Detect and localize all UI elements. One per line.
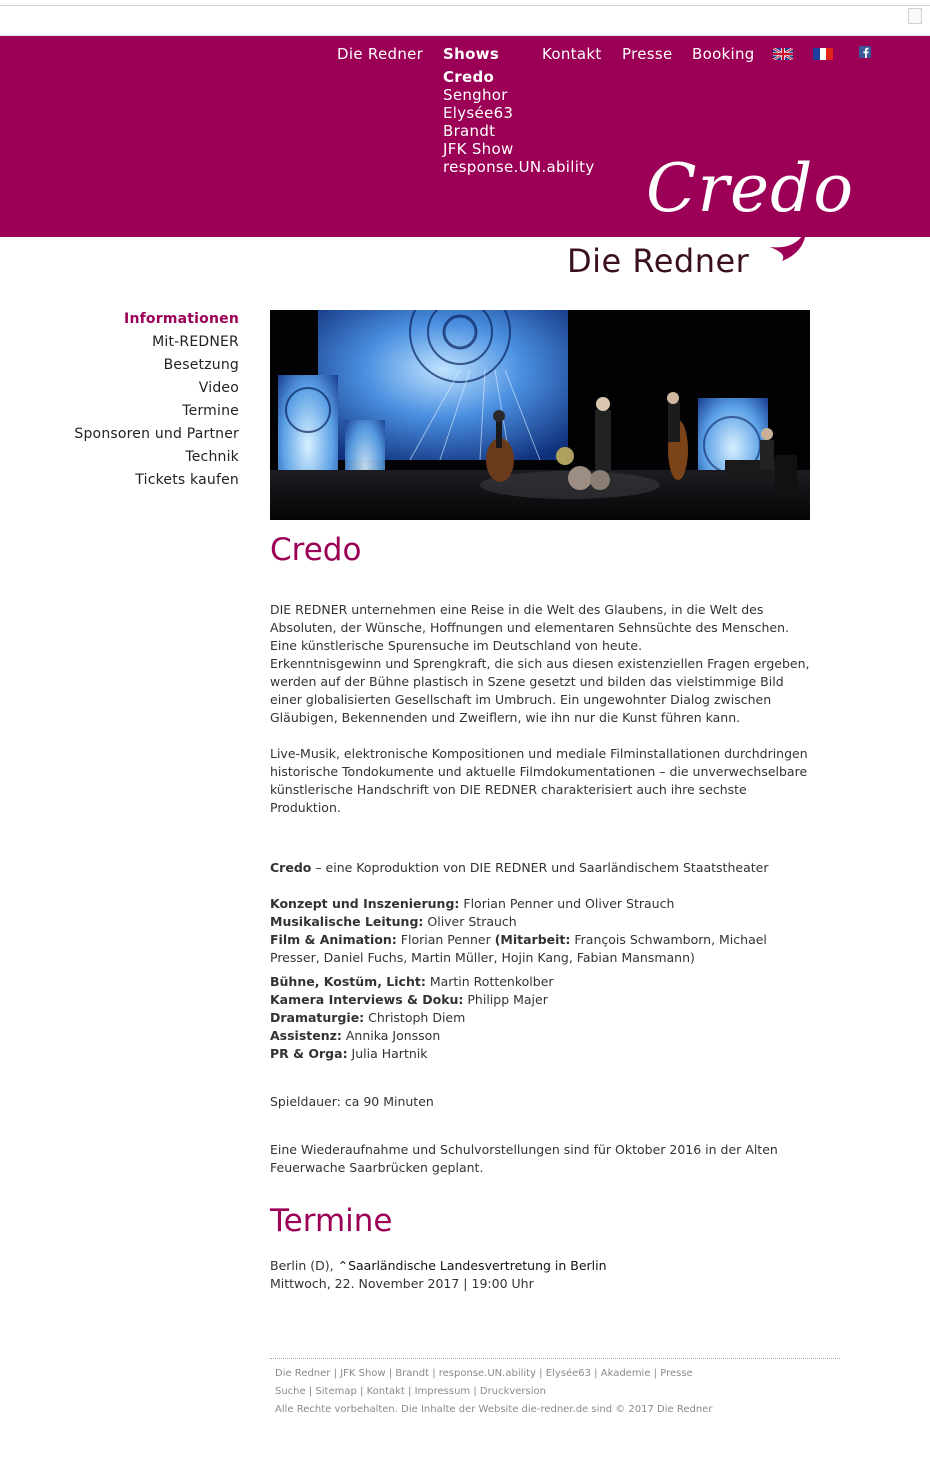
credit-role: Kamera Interviews & Doku: bbox=[270, 992, 464, 1007]
credit-names: Martin Rottenkolber bbox=[425, 974, 554, 989]
credit-names: Florian Penner bbox=[396, 932, 495, 947]
sidebar-item-mit-redner[interactable]: Mit-REDNER bbox=[152, 334, 239, 350]
footer-link[interactable]: Druckversion bbox=[479, 1386, 546, 1397]
sidebar-item-tickets[interactable]: Tickets kaufen bbox=[135, 472, 239, 488]
credit-pr bbox=[270, 1045, 815, 1063]
caret-up-icon: ⌃ bbox=[337, 1258, 349, 1273]
footer-link[interactable]: Sitemap bbox=[315, 1386, 357, 1397]
footer-links-row-1: Die Redner | JFK Show | Brandt | response.UN.ability | Elysée63 | Akademie | Presse bbox=[275, 1368, 693, 1379]
credit-camera bbox=[270, 991, 815, 1009]
footer-link[interactable]: Brandt bbox=[395, 1368, 430, 1379]
nav-shows[interactable]: Shows bbox=[443, 45, 500, 63]
footer-link[interactable]: Kontakt bbox=[366, 1386, 405, 1397]
shows-submenu bbox=[443, 68, 595, 176]
credit-music bbox=[270, 913, 815, 931]
nav-kontakt[interactable]: Kontakt bbox=[542, 45, 602, 63]
credit-role: Musikalische Leitung: bbox=[270, 914, 424, 929]
nav-presse[interactable]: Presse bbox=[622, 45, 673, 63]
event-location bbox=[270, 1257, 815, 1275]
credit-names: Oliver Strauch bbox=[423, 914, 517, 929]
footer-link[interactable]: response.UN.ability bbox=[438, 1368, 536, 1379]
credit-concept bbox=[270, 895, 815, 913]
footer-link[interactable]: Suche bbox=[275, 1386, 306, 1397]
main-content bbox=[270, 530, 815, 1293]
submenu-credo[interactable]: Credo bbox=[443, 68, 495, 86]
credit-role: Dramaturgie: bbox=[270, 1010, 365, 1025]
credit-names: Annika Jonsson bbox=[341, 1028, 441, 1043]
event-date: Mittwoch, 22. November 2017 | 19:00 Uhr bbox=[270, 1276, 534, 1291]
intro-paragraph-2: Erkenntnisgewinn und Sprengkraft, die sich aus diesen existenziellen Fragen ergeben, werden auf der Bühne plastisch in Szene gesetzt und bilden das vielstimmige Bild einer globalisierten Gesellschaft im Umbruch. Ein ungewohnter Dialog zwischen Gläubigen, Bekennenden und Zweiflern, wie ihn nur die Kunst führen kann. bbox=[270, 656, 810, 725]
submenu-elysee63[interactable]: Elysée63 bbox=[443, 104, 514, 122]
event-city: Berlin (D), bbox=[270, 1258, 338, 1273]
footer bbox=[270, 1358, 840, 1419]
credit-role: PR & Orga: bbox=[270, 1046, 348, 1061]
browser-top-strip bbox=[0, 0, 930, 36]
credit-role: Film & Animation: bbox=[270, 932, 397, 947]
footer-link[interactable]: Elysée63 bbox=[545, 1368, 591, 1379]
stage-photo bbox=[270, 310, 810, 520]
credit-names: Florian Penner und Oliver Strauch bbox=[459, 896, 675, 911]
footer-link[interactable]: Akademie bbox=[600, 1368, 651, 1379]
facebook-icon[interactable] bbox=[859, 46, 871, 58]
footer-copyright: Alle Rechte vorbehalten. Die Inhalte der Website die-redner.de sind © 2017 Die Redner bbox=[275, 1404, 713, 1415]
credit-assistance bbox=[270, 1027, 815, 1045]
logo-die-redner[interactable]: Die Redner bbox=[567, 242, 750, 280]
sidebar-item-technik[interactable]: Technik bbox=[185, 449, 239, 465]
termine-heading: Termine bbox=[270, 1203, 393, 1239]
footer-link[interactable]: Die Redner bbox=[275, 1368, 331, 1379]
submenu-response-un-ability[interactable]: response.UN.ability bbox=[443, 158, 595, 176]
revival-note: Eine Wiederaufnahme und Schulvorstellungen sind für Oktober 2016 in der Alten Feuerwache Saarbrücken geplant. bbox=[270, 1142, 778, 1175]
submenu-senghor[interactable]: Senghor bbox=[443, 86, 508, 104]
credit-names: Julia Hartnik bbox=[347, 1046, 428, 1061]
logo-speech-tail bbox=[760, 225, 820, 265]
coproduction-line bbox=[270, 859, 815, 877]
intro-paragraph-3: Live-Musik, elektronische Kompositionen und mediale Filminstallationen durchdringen historische Tondokumente und aktuelle Filmdokumentationen – die unverwechselbare künstlerische Handschrift von DIE REDNER charakterisiert auch ihre sechste Produktion. bbox=[270, 746, 808, 815]
credit-role: Bühne, Kostüm, Licht: bbox=[270, 974, 426, 989]
logo-credo-script: Credo bbox=[646, 150, 855, 227]
sidebar-item-sponsoren[interactable]: Sponsoren und Partner bbox=[74, 426, 239, 442]
sidebar-item-video[interactable]: Video bbox=[198, 380, 239, 396]
submenu-brandt[interactable]: Brandt bbox=[443, 122, 496, 140]
event-venue-link[interactable]: Saarländische Landesvertretung in Berlin bbox=[348, 1258, 607, 1273]
credit-extra-role: (Mitarbeit: bbox=[494, 932, 571, 947]
english-flag-icon[interactable] bbox=[773, 48, 793, 60]
footer-link[interactable]: JFK Show bbox=[340, 1368, 386, 1379]
credit-names: Christoph Diem bbox=[364, 1010, 466, 1025]
footer-links-row-2: Suche | Sitemap | Kontakt | Impressum | Druckversion bbox=[275, 1386, 546, 1397]
credit-role: Assistenz: bbox=[270, 1028, 342, 1043]
sidebar-nav bbox=[0, 308, 239, 492]
footer-link[interactable]: Presse bbox=[660, 1368, 693, 1379]
page-title: Credo bbox=[270, 532, 362, 568]
credit-role: Konzept und Inszenierung: bbox=[270, 896, 460, 911]
coproduction-title: Credo bbox=[270, 860, 312, 875]
duration-text: Spieldauer: ca 90 Minuten bbox=[270, 1094, 434, 1109]
sidebar-item-termine[interactable]: Termine bbox=[182, 403, 239, 419]
coproduction-text: – eine Koproduktion von DIE REDNER und Saarländischem Staatstheater bbox=[311, 860, 769, 875]
intro-paragraph-1: DIE REDNER unternehmen eine Reise in die Welt des Glaubens, in die Welt des Absoluten, der Wünsche, Hoffnungen und elementaren Sehnsüchte des Menschen. Eine künstlerische Spurensuche im Deutschland von heute. bbox=[270, 602, 789, 653]
submenu-jfk-show[interactable]: JFK Show bbox=[443, 140, 514, 158]
nav-booking[interactable]: Booking bbox=[692, 45, 755, 63]
footer-link[interactable]: Impressum bbox=[414, 1386, 471, 1397]
credit-film bbox=[270, 931, 815, 967]
french-flag-icon[interactable] bbox=[813, 48, 833, 60]
sidebar-item-informationen[interactable]: Informationen bbox=[124, 311, 239, 327]
credit-names: Philipp Majer bbox=[463, 992, 548, 1007]
credit-dramaturgy bbox=[270, 1009, 815, 1027]
credit-stage bbox=[270, 973, 815, 991]
sidebar-item-besetzung[interactable]: Besetzung bbox=[163, 357, 239, 373]
credit-extra-names: François Schwamborn, Michael Presser, Daniel Fuchs, Martin Müller, Hojin Kang, Fabian Mansmann) bbox=[270, 932, 767, 965]
nav-die-redner[interactable]: Die Redner bbox=[337, 45, 424, 63]
